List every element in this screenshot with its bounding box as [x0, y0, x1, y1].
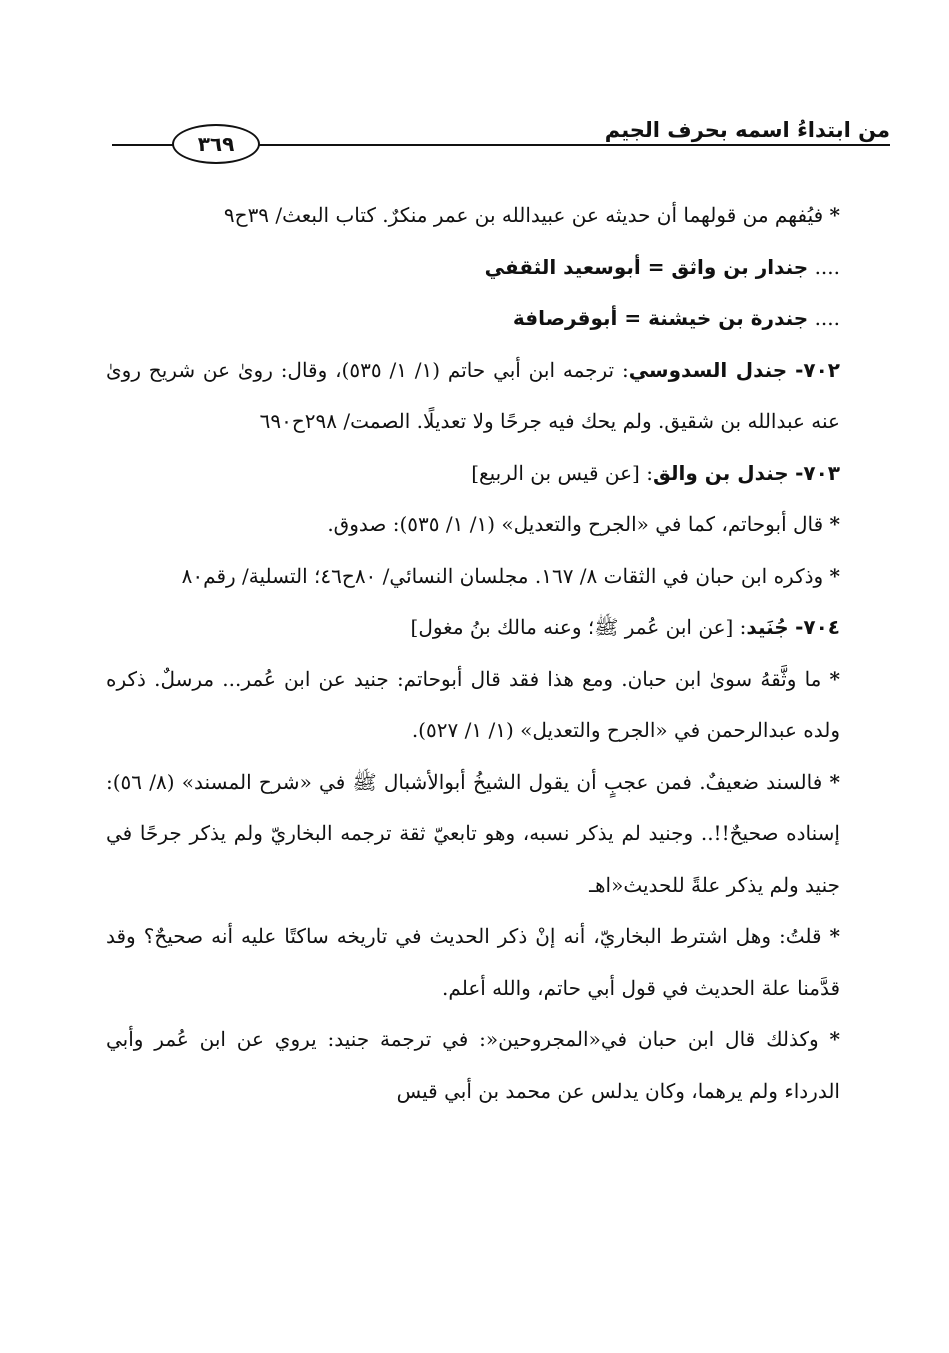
chapter-title: من ابتداءُ اسمه بحرف الجيم [604, 118, 890, 142]
paragraph-703-a [106, 499, 876, 551]
entry-702 [106, 345, 876, 448]
entry-704 [106, 602, 876, 654]
entry-name: جندل بن والق [652, 460, 789, 485]
page-number: ٣٦٩ [172, 124, 260, 164]
body-text [106, 190, 876, 1117]
bullet-star: * [829, 1027, 840, 1051]
paragraph-703-b [106, 551, 876, 603]
entry-text: : ترجمه ابن أبي حاتم (١/ ١/ ٥٣٥)، وقال: روىٰ عن شريح روىٰ عنه عبدالله بن شقيق. ولم يحك فيه جرحًا ولا تعديلًا. الصمت/ ٢٩٨ح٦٩٠ [106, 357, 840, 433]
entry-703 [106, 448, 876, 500]
entry-text: : [عن ابن عُمر ﷺ؛ وعنه مالك بنُ مغول] [410, 615, 747, 639]
paragraph-text: وذكره ابن حبان في الثقات ٨/ ١٦٧. مجلسان النسائي/ ٨٠ح٤٦؛ التسلية/ رقم٨٠ [181, 563, 824, 588]
page-header [112, 112, 890, 176]
bullet-star: * [829, 769, 841, 794]
entry-number: ٧٠٢- [795, 357, 840, 382]
entry-text: : [عن قيس بن الربيع] [471, 460, 653, 485]
leader-dots: .... [814, 306, 840, 330]
bullet-star: * [829, 666, 841, 691]
paragraph-704-d [106, 1014, 876, 1117]
entry-name: جندل السدوسي [628, 357, 788, 382]
paragraph-1 [106, 190, 876, 242]
paragraph-text: فالسند ضعيفٌ. فمن عجبٍ أن يقول الشيخُ أبوالأشبال ﷺ في «شرح المسند» (٨/ ٥٦): إسناده صحيحٌ!!.. وجنيد لم يذكر نسبه، وهو تابعيّ ثقة ترجمه البخاريّ ولم يذكر جرحًا في جنيد ولم يذكر علةً للحديث«اهـ [106, 769, 840, 897]
entry-number: ٧٠٣- [795, 460, 840, 485]
paragraph-text: فيُفهم من قولهما أن حديثه عن عبيدالله بن عمر منكرٌ. كتاب البعث/ ٣٩ح٩ [223, 203, 824, 227]
bullet-star: * [829, 203, 840, 227]
paragraph-text: قال أبوحاتم، كما في «الجرح والتعديل» (١/ ١/ ٥٣٥): صدوق. [327, 512, 824, 536]
bullet-star: * [829, 924, 840, 948]
bullet-star: * [829, 563, 840, 588]
bullet-star: * [829, 512, 840, 536]
cross-reference-name: جندار بن واثق = أبوسعيد الثقفي [484, 254, 809, 279]
paragraph-704-b [106, 757, 876, 912]
cross-reference-2 [106, 293, 876, 345]
paragraph-text: ما وثَّقهُ سوىٰ ابن حبان. ومع هذا فقد قال أبوحاتم: جنيد عن ابن عُمر... مرسلٌ. ذكره ولده عبدالرحمن في «الجرح والتعديل» (١/ ١/ ٥٢٧). [106, 666, 840, 742]
entry-name: جُنَيد [746, 615, 789, 639]
paragraph-704-a [106, 654, 876, 757]
paragraph-text: وكذلك قال ابن حبان في«المجروحين«: في ترجمة جنيد: يروي عن ابن عُمر وأبي الدرداء ولم يرهما، وكان يدلس عن محمد بن أبي قيس [106, 1027, 840, 1103]
paragraph-704-c [106, 911, 876, 1014]
cross-reference-name: جندرة بن خيشنة = أبوقرصافة [512, 306, 809, 330]
paragraph-text: قلتُ: وهل اشترط البخاريّ، أنه إنْ ذكر الحديث في تاريخه ساكتًا عليه أنه صحيحٌ؟ وقد قدَّمنا علة الحديث في قول أبي حاتم، والله أعلم. [106, 924, 840, 1000]
cross-reference-1 [106, 242, 876, 294]
entry-number: ٧٠٤- [795, 615, 840, 639]
leader-dots: .... [814, 254, 840, 279]
